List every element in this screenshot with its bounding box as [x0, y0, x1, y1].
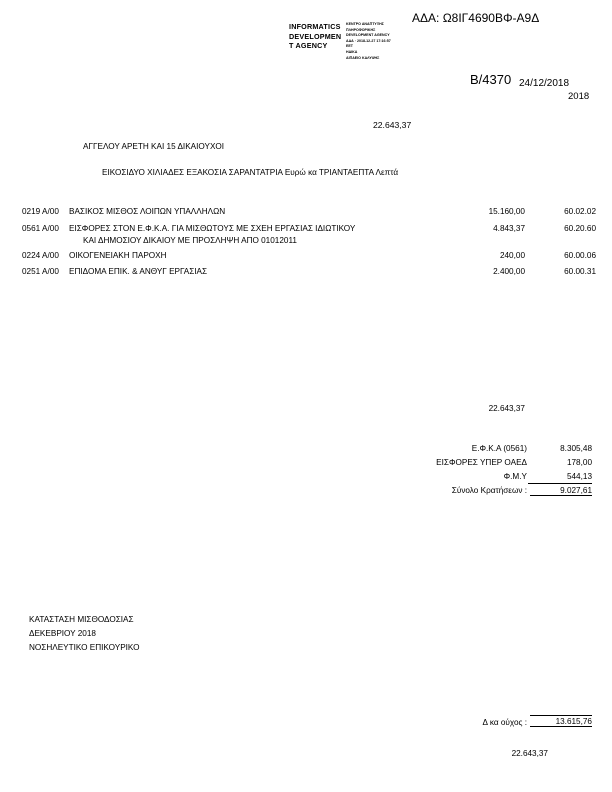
- stamp-line: ΑΙΠΑΕΙΟ ΚΑΛΥΨΗΣ: [346, 55, 380, 60]
- logo-line: INFORMATICS: [289, 22, 341, 31]
- deductions-total-label: Σύνολο Κρατήσεων :: [451, 486, 527, 495]
- item-account: 60.20.60: [564, 224, 596, 233]
- stamp-line: ΚΕΝΤΡΟ ΑΝΑΠΤΥΞΗΣ: [346, 22, 384, 26]
- item-amount: 2.400,00: [493, 267, 525, 276]
- stamp-line: DEVELOPMENT AGENCY: [346, 33, 390, 38]
- deduction-label: ΕΙΣΦΟΡΕΣ ΥΠΕΡ ΟΑΕΔ: [436, 458, 527, 467]
- stamp-line: ΑΔΑ · 2018-12-27 17:16:57: [346, 38, 391, 43]
- payroll-notes: [29, 613, 140, 655]
- item-description: ΟΙΚΟΓΕΝΕΙΑΚΗ ΠΑΡΟΧΗ: [69, 251, 167, 260]
- stamp-line: EET: [346, 44, 353, 49]
- item-amount: 4.843,37: [493, 224, 525, 233]
- item-account: 60.00.06: [564, 251, 596, 260]
- gross-amount-top: 22.643,37: [373, 120, 412, 130]
- item-account: 60.02.02: [564, 207, 596, 216]
- note-line: ΝΟΣΗΛΕΥΤΙΚΟ ΕΠΙΚΟΥΡΙΚΟ: [29, 643, 140, 652]
- net-rule: [530, 715, 592, 716]
- stamp-line: ΗΔΙΚΑ: [346, 49, 358, 54]
- net-amount: 13.615,76: [530, 717, 592, 727]
- note-line: ΚΑΤΑΣΤΑΣΗ ΜΙΣΘΟΔΟΣΙΑΣ: [29, 615, 134, 624]
- logo-line: T AGENCY: [289, 41, 328, 51]
- item-description: ΒΑΣΙΚΟΣ ΜΙΣΘΟΣ ΛΟΙΠΩΝ ΥΠΑΛΛΗΛΩΝ: [69, 207, 226, 216]
- grand-total: 22.643,37: [511, 749, 548, 758]
- items-total: 22.643,37: [488, 404, 525, 413]
- stamp-line: ΠΛΗΡΟΦΟΡΙΚΗΣ: [346, 27, 376, 32]
- item-description: ΕΙΣΦΟΡΕΣ ΣΤΟΝ Ε.Φ.Κ.Α. ΓΙΑ ΜΙΣΘΩΤΟΥΣ ΜΕ ΣΧΕΗ ΕΡΓΑΣΙΑΣ ΙΔΙΩΤΙΚΟΥ: [69, 224, 356, 233]
- deduction-label: Ε.Φ.Κ.Α (0561): [471, 444, 527, 453]
- item-description: ΕΠΙΔΟΜΑ ΕΠΙΚ. & ΑΝΘΥΓ ΕΡΓΑΣΙΑΣ: [69, 267, 208, 276]
- ada-code: ΑΔΑ: Ω8ΙΓ4690ΒΦ-Α9Δ: [412, 11, 540, 25]
- item-account: 60.00.31: [564, 267, 596, 276]
- deductions-total-amount: 9.027,61: [530, 486, 592, 496]
- amount-in-words: ΕΙΚΟΣΙΔΥΟ ΧΙΛΙΑΔΕΣ ΕΞΑΚΟΣΙΑ ΣΑΡΑΝΤΑΤΡΙΑ Ευρώ κα ΤΡΙΑΝΤΑΕΠΤΑ Λεπτά: [102, 168, 399, 177]
- item-description-cont: ΚΑΙ ΔΗΜΟΣΙΟΥ ΔΙΚΑΙΟΥ ΜΕ ΠΡΟΣΛΗΨΗ ΑΠΟ 01012011: [83, 236, 297, 245]
- item-amount: 240,00: [499, 251, 525, 260]
- net-label: Δ κα ούχος :: [482, 718, 527, 727]
- protocol-year: 2018: [568, 91, 590, 102]
- digital-signature-stamp: [346, 22, 410, 61]
- note-line: ΔΕΚΕΒΡΙΟΥ 2018: [29, 629, 96, 638]
- deductions-total-rule: [528, 483, 592, 484]
- deduction-amount: 178,00: [566, 458, 592, 467]
- item-code: 0219 Α/00: [22, 207, 59, 216]
- deduction-label: Φ.Μ.Υ: [503, 472, 527, 481]
- item-code: 0561 Α/00: [22, 224, 59, 233]
- deduction-amount: 544,13: [566, 472, 592, 481]
- agency-logo-text: [289, 22, 345, 51]
- protocol-date: 24/12/2018: [519, 78, 570, 89]
- item-amount: 15.160,00: [488, 207, 525, 216]
- logo-line: DEVELOPMEN: [289, 31, 342, 41]
- beneficiary-name: ΑΓΓΕΛΟΥ ΑΡΕΤΗ ΚΑΙ 15 ΔΙΚΑΙΟΥΧΟΙ: [83, 142, 225, 151]
- deduction-amount: 8.305,48: [560, 444, 592, 453]
- item-code: 0251 Α/00: [22, 267, 59, 276]
- item-code: 0224 Α/00: [22, 251, 59, 260]
- protocol-number: Β/4370: [470, 72, 512, 87]
